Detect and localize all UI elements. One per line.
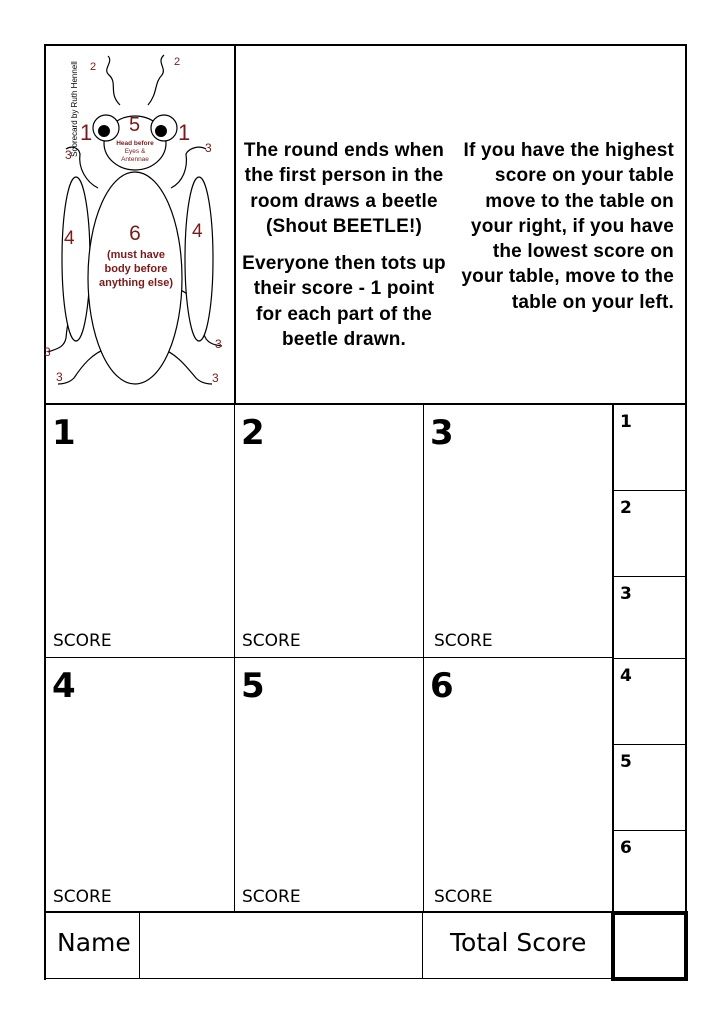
round-number: 4 bbox=[52, 666, 76, 706]
body-note-3: anything else) bbox=[99, 277, 173, 289]
round-score-label: SCORE bbox=[53, 631, 112, 651]
total-score-label: Total Score bbox=[450, 928, 587, 957]
head-note-1: Head before bbox=[116, 140, 154, 147]
right-wing bbox=[185, 177, 213, 341]
leg-left-back bbox=[58, 348, 108, 384]
body-points: 6 bbox=[129, 222, 141, 245]
head-note-3: Antennae bbox=[121, 156, 149, 163]
round-box-4[interactable] bbox=[46, 658, 234, 911]
round-score-label: SCORE bbox=[434, 631, 493, 651]
round-box-1[interactable] bbox=[46, 405, 234, 657]
left-wing bbox=[62, 177, 90, 341]
leg-points-left-front: 3 bbox=[65, 148, 72, 162]
total-score-box[interactable] bbox=[611, 911, 688, 981]
round-box-6[interactable] bbox=[424, 658, 612, 911]
right-pupil bbox=[155, 125, 167, 137]
rules-scoring-text: Everyone then tots up their score - 1 point for each part of the beetle drawn. bbox=[242, 253, 446, 351]
leg-points-right-middle: 3 bbox=[215, 337, 222, 351]
left-pupil bbox=[98, 125, 110, 137]
antenna-points-left: 2 bbox=[90, 61, 97, 73]
round-box-3[interactable] bbox=[424, 405, 612, 657]
score-column-cell-3[interactable]: 3 bbox=[620, 584, 632, 604]
leg-points-right-front: 3 bbox=[205, 141, 212, 155]
head-note-2: Eyes & bbox=[124, 148, 146, 155]
head-points: 5 bbox=[129, 114, 141, 136]
round-number: 1 bbox=[52, 413, 76, 453]
eye-points-left: 1 bbox=[80, 120, 93, 145]
round-score-label: SCORE bbox=[53, 887, 112, 907]
beetle-diagram bbox=[36, 48, 234, 398]
name-label: Name bbox=[57, 928, 131, 957]
score-column-cell-5[interactable]: 5 bbox=[620, 752, 632, 772]
rules-table-move-text: If you have the highest score on your table move to the table on your right, if you have the lowest score on your table, move to the table on your left. bbox=[461, 140, 674, 313]
round-number: 6 bbox=[430, 666, 454, 706]
round-number: 5 bbox=[241, 666, 265, 706]
antenna-points-right: 2 bbox=[174, 56, 181, 68]
leg-points-left-middle: 3 bbox=[44, 345, 51, 359]
score-column-cell-1[interactable]: 1 bbox=[620, 412, 632, 432]
round-number: 2 bbox=[241, 413, 265, 453]
round-score-label: SCORE bbox=[434, 887, 493, 907]
right-antenna bbox=[148, 55, 164, 105]
rules-round-end-text: The round ends when the first person in the room draws a beetle (Shout BEETLE!) bbox=[243, 140, 445, 237]
body-note-2: body before bbox=[104, 263, 168, 275]
round-box-2[interactable] bbox=[235, 405, 423, 657]
eye-points-right: 1 bbox=[178, 120, 191, 145]
wing-points-right: 4 bbox=[192, 221, 203, 242]
left-antenna bbox=[107, 56, 120, 105]
wing-points-left: 4 bbox=[64, 228, 75, 249]
round-score-label: SCORE bbox=[242, 887, 301, 907]
score-column-cell-4[interactable]: 4 bbox=[620, 666, 632, 686]
score-column-cell-2[interactable]: 2 bbox=[620, 498, 632, 518]
rules-round-end bbox=[240, 138, 448, 352]
round-score-label: SCORE bbox=[242, 631, 301, 651]
round-box-5[interactable] bbox=[235, 658, 423, 911]
name-field[interactable] bbox=[140, 913, 422, 978]
round-number: 3 bbox=[430, 413, 454, 453]
leg-points-left-back: 3 bbox=[56, 370, 63, 384]
leg-points-right-back: 3 bbox=[212, 371, 219, 385]
score-column-cell-6[interactable]: 6 bbox=[620, 838, 632, 858]
scorecard-credit: Scorecard by Ruth Hennell bbox=[70, 61, 79, 157]
body-note-1: (must have bbox=[106, 249, 166, 261]
